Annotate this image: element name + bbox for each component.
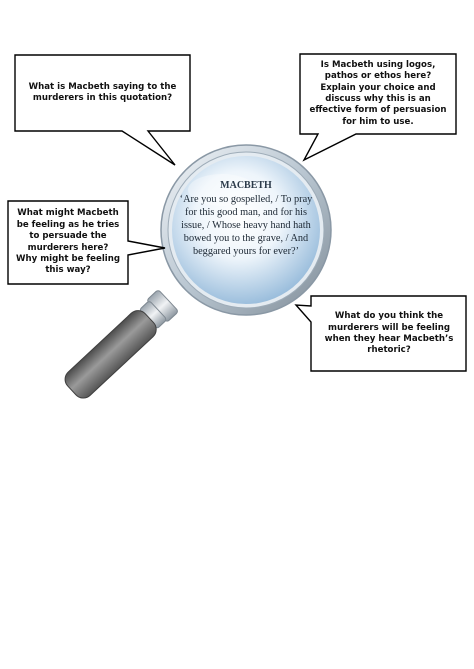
question-box-2 xyxy=(303,57,453,131)
question-box-4 xyxy=(314,300,464,368)
question-4-text: What do you think the murderers will be feeling when they hear Macbeth’s rhetoric? xyxy=(324,311,454,356)
quote-text: ‘Are you so gospelled, / To pray for this good man, and for his issue, / Whose heavy hand hath bowed you to the grave, / And beggared yours for ever?’ xyxy=(179,193,313,258)
quote-speaker: MACBETH xyxy=(220,180,272,191)
question-box-1 xyxy=(20,60,185,126)
question-box-3 xyxy=(10,203,126,282)
magnifier-handle xyxy=(61,289,179,402)
quotation xyxy=(176,180,316,259)
question-1-text: What is Macbeth saying to the murderers in this quotation? xyxy=(28,81,177,103)
question-2-text: Is Macbeth using logos, pathos or ethos here? Explain your choice and discuss why this is an effective form of persuasion for him to use. xyxy=(309,59,447,127)
question-3-text: What might Macbeth be feeling as he tries to persuade the murderers here? Why might be feeling this way? xyxy=(16,208,120,276)
